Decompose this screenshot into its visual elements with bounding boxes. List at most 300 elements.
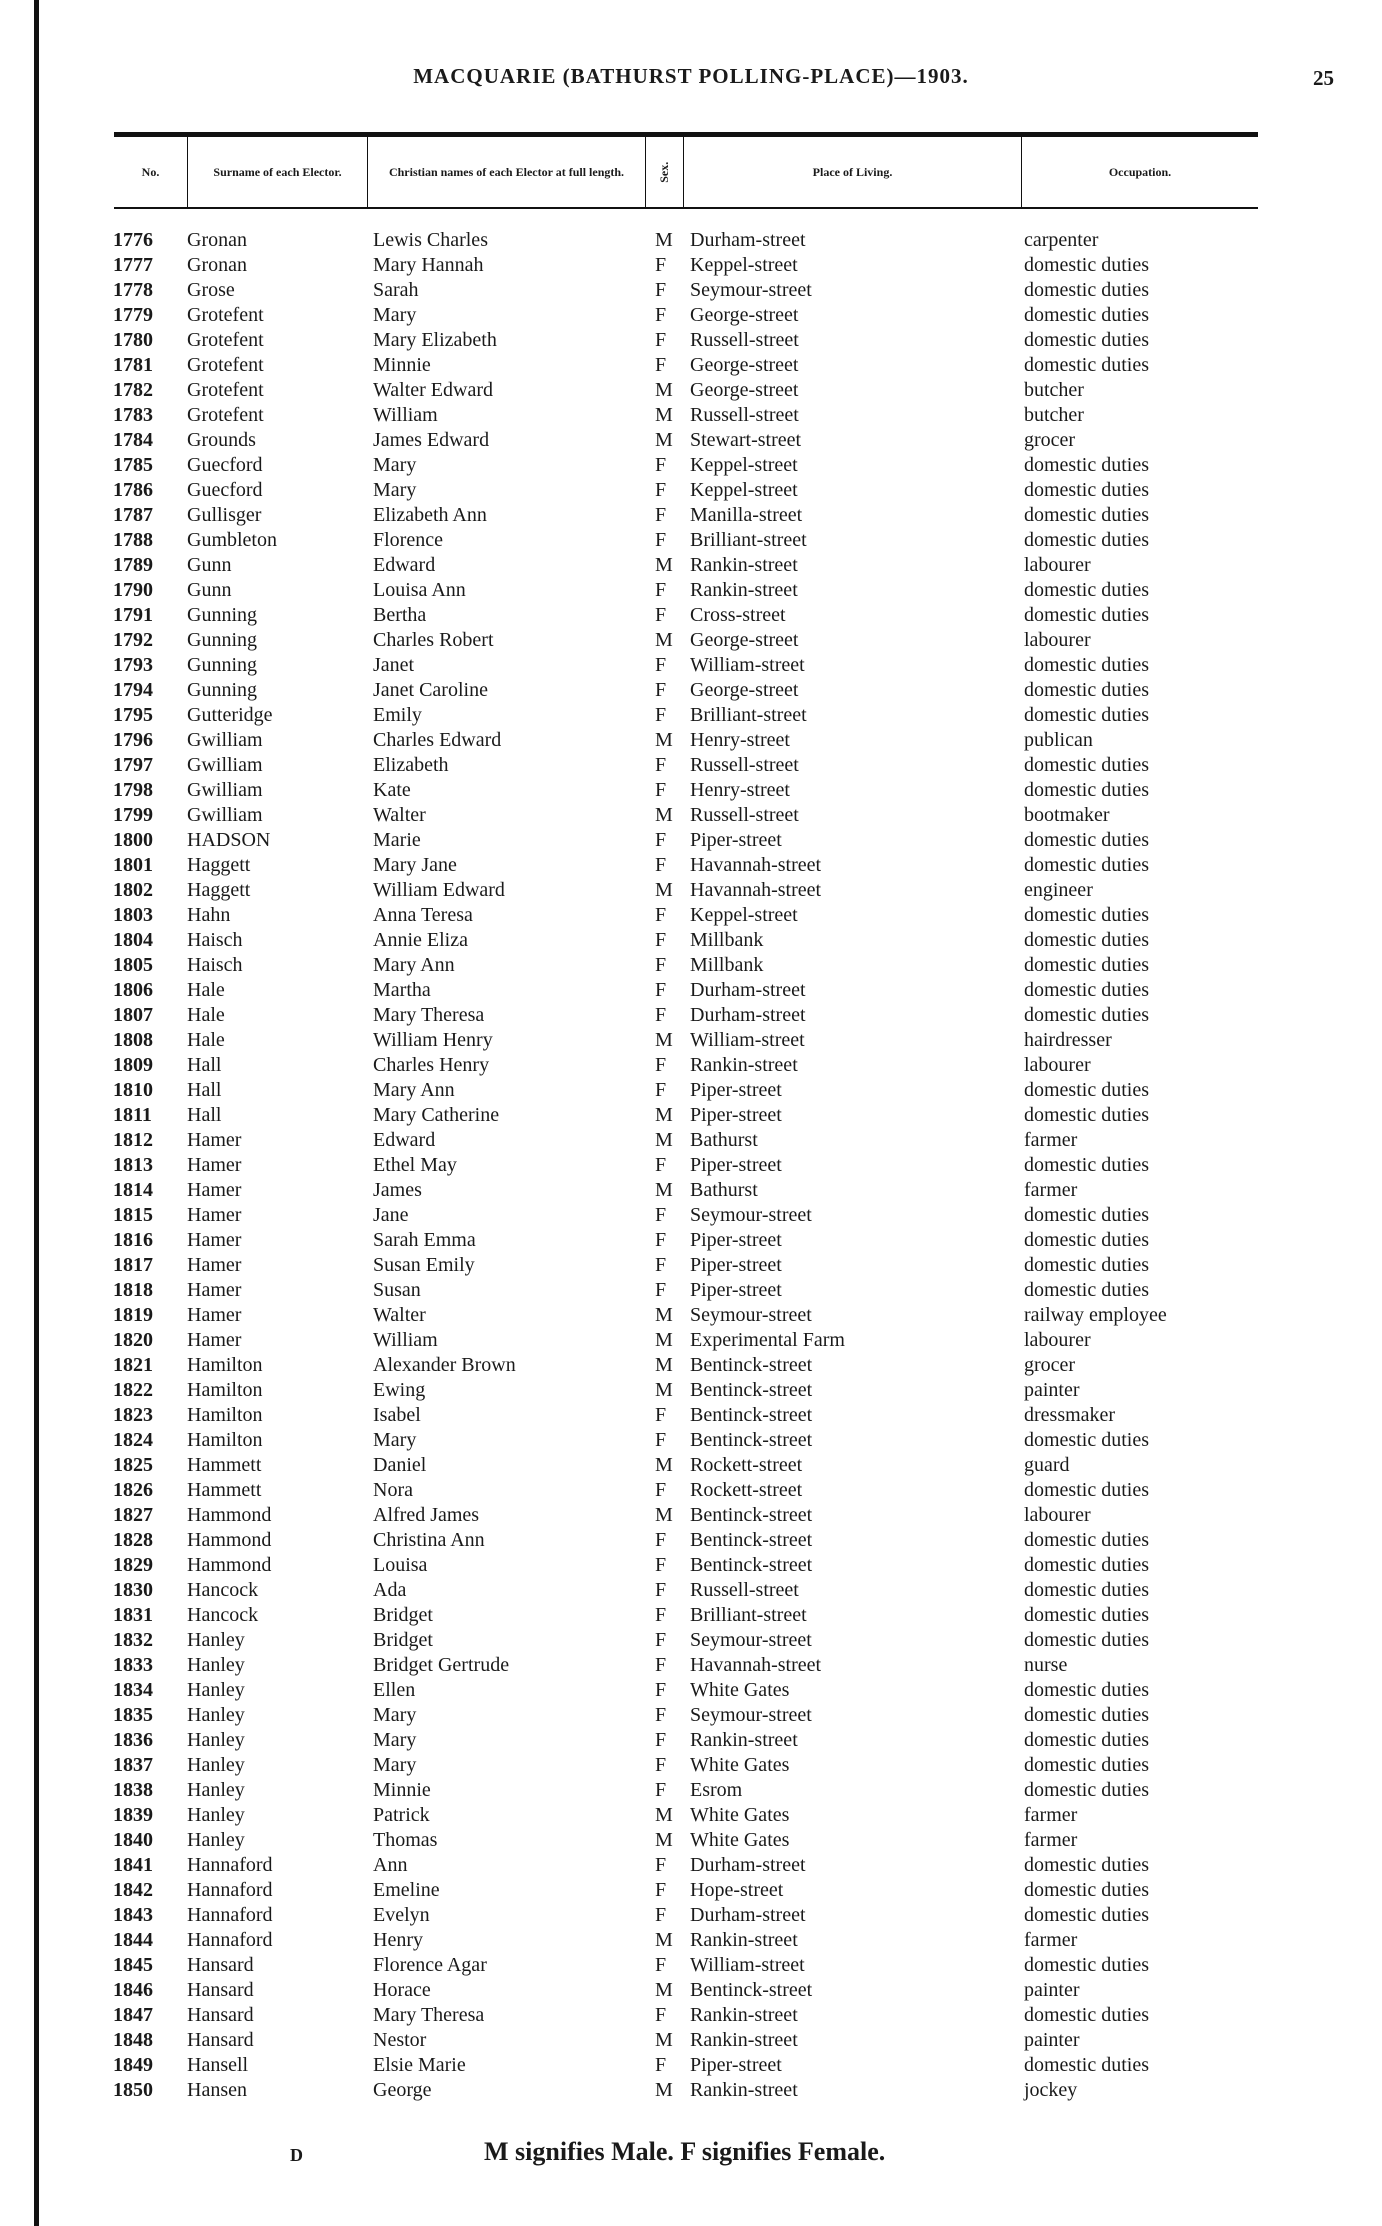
- surname: Gwilliam: [187, 804, 263, 826]
- christian-names: George: [373, 2079, 432, 2101]
- place-of-living: Rankin-street: [690, 1729, 798, 1751]
- place-of-living: Keppel-street: [690, 454, 798, 476]
- elector-number: 1815: [113, 1204, 153, 1226]
- place-of-living: Experimental Farm: [690, 1329, 845, 1351]
- surname: HADSON: [187, 829, 271, 851]
- occupation: grocer: [1024, 429, 1076, 451]
- surname: Grounds: [187, 429, 256, 451]
- surname: Gronan: [187, 254, 247, 276]
- sex: F: [655, 254, 667, 276]
- surname: Hammond: [187, 1529, 272, 1551]
- occupation: railway employee: [1024, 1304, 1167, 1326]
- occupation: farmer: [1024, 1804, 1078, 1826]
- sex: F: [655, 1154, 667, 1176]
- christian-names: Minnie: [373, 1779, 431, 1801]
- occupation: domestic duties: [1024, 1704, 1149, 1726]
- sex: F: [655, 1479, 667, 1501]
- sex: F: [655, 1579, 667, 1601]
- christian-names: Mary: [373, 1704, 417, 1726]
- surname: Hansard: [187, 2004, 254, 2026]
- elector-number: 1803: [113, 904, 153, 926]
- column-header-sex: [646, 137, 684, 207]
- occupation: domestic duties: [1024, 1754, 1149, 1776]
- sex: M: [655, 1829, 673, 1851]
- elector-number: 1843: [113, 1904, 153, 1926]
- elector-number: 1799: [113, 804, 153, 826]
- occupation: domestic duties: [1024, 679, 1149, 701]
- table-row: [0, 1853, 1382, 1878]
- surname: Hancock: [187, 1604, 259, 1626]
- table-row: [0, 1278, 1382, 1303]
- occupation: guard: [1024, 1454, 1070, 1476]
- table-row: [0, 1678, 1382, 1703]
- occupation: carpenter: [1024, 229, 1099, 251]
- sex: M: [655, 1104, 673, 1126]
- elector-number: 1777: [113, 254, 153, 276]
- occupation: domestic duties: [1024, 704, 1149, 726]
- sex: F: [655, 1254, 667, 1276]
- christian-names: Mary Ann: [373, 954, 455, 976]
- surname: Hamer: [187, 1279, 242, 1301]
- elector-number: 1782: [113, 379, 153, 401]
- christian-names: Horace: [373, 1979, 431, 2001]
- christian-names: Kate: [373, 779, 411, 801]
- occupation: labourer: [1024, 1329, 1091, 1351]
- table-row: [0, 1028, 1382, 1053]
- occupation: domestic duties: [1024, 754, 1149, 776]
- christian-names: Ethel May: [373, 1154, 457, 1176]
- occupation: painter: [1024, 2029, 1080, 2051]
- occupation: grocer: [1024, 1354, 1076, 1376]
- elector-number: 1805: [113, 954, 153, 976]
- surname: Hall: [187, 1104, 222, 1126]
- sex: F: [655, 279, 667, 301]
- place-of-living: Hope-street: [690, 1879, 784, 1901]
- christian-names: Edward: [373, 1129, 436, 1151]
- occupation: domestic duties: [1024, 1429, 1149, 1451]
- sex: F: [655, 929, 667, 951]
- elector-number: 1793: [113, 654, 153, 676]
- place-of-living: Millbank: [690, 954, 764, 976]
- christian-names: Charles Henry: [373, 1054, 490, 1076]
- christian-names: Ada: [373, 1579, 407, 1601]
- place-of-living: Havannah-street: [690, 879, 822, 901]
- place-of-living: Durham-street: [690, 1854, 806, 1876]
- sex: F: [655, 1204, 667, 1226]
- table-row: [0, 628, 1382, 653]
- sex: F: [655, 2004, 667, 2026]
- elector-number: 1822: [113, 1379, 153, 1401]
- sex: F: [655, 679, 667, 701]
- sex: M: [655, 379, 673, 401]
- elector-number: 1844: [113, 1929, 153, 1951]
- place-of-living: Durham-street: [690, 1004, 806, 1026]
- surname: Haggett: [187, 854, 251, 876]
- place-of-living: George-street: [690, 304, 799, 326]
- elector-number: 1787: [113, 504, 153, 526]
- surname: Hannaford: [187, 1929, 273, 1951]
- place-of-living: Russell-street: [690, 804, 799, 826]
- surname: Gunning: [187, 679, 257, 701]
- sex: F: [655, 504, 667, 526]
- place-of-living: Piper-street: [690, 1154, 782, 1176]
- elector-number: 1824: [113, 1429, 153, 1451]
- sex: M: [655, 2029, 673, 2051]
- elector-number: 1834: [113, 1679, 153, 1701]
- surname: Hale: [187, 1004, 225, 1026]
- sex: F: [655, 1529, 667, 1551]
- table-row: [0, 2078, 1382, 2103]
- christian-names: Walter: [373, 1304, 426, 1326]
- surname: Hanley: [187, 1629, 245, 1651]
- elector-number: 1825: [113, 1454, 153, 1476]
- place-of-living: Bentinck-street: [690, 1404, 813, 1426]
- occupation: domestic duties: [1024, 579, 1149, 601]
- elector-number: 1828: [113, 1529, 153, 1551]
- christian-names: Sarah: [373, 279, 419, 301]
- christian-names: Evelyn: [373, 1904, 430, 1926]
- place-of-living: Bentinck-street: [690, 1354, 813, 1376]
- elector-number: 1830: [113, 1579, 153, 1601]
- table-row: [0, 1753, 1382, 1778]
- christian-names: James Edward: [373, 429, 490, 451]
- sex: F: [655, 1679, 667, 1701]
- occupation: labourer: [1024, 554, 1091, 576]
- christian-names: Florence Agar: [373, 1954, 487, 1976]
- elector-number: 1840: [113, 1829, 153, 1851]
- surname: Hamer: [187, 1254, 242, 1276]
- place-of-living: Rankin-street: [690, 554, 798, 576]
- christian-names: Charles Edward: [373, 729, 502, 751]
- place-of-living: White Gates: [690, 1829, 790, 1851]
- place-of-living: Seymour-street: [690, 279, 812, 301]
- place-of-living: Russell-street: [690, 1579, 799, 1601]
- table-row: [0, 1328, 1382, 1353]
- elector-number: 1823: [113, 1404, 153, 1426]
- place-of-living: Piper-street: [690, 829, 782, 851]
- table-row: [0, 1578, 1382, 1603]
- surname: Gunn: [187, 554, 232, 576]
- elector-number: 1808: [113, 1029, 153, 1051]
- elector-number: 1821: [113, 1354, 153, 1376]
- elector-number: 1797: [113, 754, 153, 776]
- table-row: [0, 1728, 1382, 1753]
- table-row: [0, 1353, 1382, 1378]
- christian-names: Walter: [373, 804, 426, 826]
- place-of-living: Bathurst: [690, 1179, 758, 1201]
- place-of-living: Russell-street: [690, 329, 799, 351]
- sex: F: [655, 454, 667, 476]
- christian-names: Alexander Brown: [373, 1354, 516, 1376]
- table-row: [0, 1303, 1382, 1328]
- elector-number: 1781: [113, 354, 153, 376]
- sex: M: [655, 1804, 673, 1826]
- elector-number: 1780: [113, 329, 153, 351]
- surname: Gumbleton: [187, 529, 277, 551]
- occupation: domestic duties: [1024, 354, 1149, 376]
- occupation: dressmaker: [1024, 1404, 1116, 1426]
- occupation: domestic duties: [1024, 529, 1149, 551]
- table-row: [0, 1503, 1382, 1528]
- table-row: [0, 328, 1382, 353]
- sex: M: [655, 2079, 673, 2101]
- elector-number: 1816: [113, 1229, 153, 1251]
- table-row: [0, 353, 1382, 378]
- place-of-living: Seymour-street: [690, 1204, 812, 1226]
- surname: Grotefent: [187, 354, 264, 376]
- sex: M: [655, 1354, 673, 1376]
- christian-names: Emeline: [373, 1879, 440, 1901]
- elector-number: 1789: [113, 554, 153, 576]
- surname: Hannaford: [187, 1904, 273, 1926]
- place-of-living: Piper-street: [690, 1229, 782, 1251]
- surname: Hansen: [187, 2079, 247, 2101]
- christian-names: Mary Ann: [373, 1079, 455, 1101]
- occupation: painter: [1024, 1379, 1080, 1401]
- page-number: 25: [1313, 66, 1334, 90]
- occupation: domestic duties: [1024, 954, 1149, 976]
- surname: Gutteridge: [187, 704, 273, 726]
- sex: M: [655, 879, 673, 901]
- sex: F: [655, 1754, 667, 1776]
- christian-names: William Edward: [373, 879, 505, 901]
- place-of-living: Russell-street: [690, 404, 799, 426]
- column-header-number: No.: [114, 137, 188, 207]
- table-row: [0, 303, 1382, 328]
- table-row: [0, 453, 1382, 478]
- occupation: labourer: [1024, 629, 1091, 651]
- sex: F: [655, 1554, 667, 1576]
- place-of-living: Bentinck-street: [690, 1504, 813, 1526]
- christian-names: Charles Robert: [373, 629, 494, 651]
- table-header: [114, 132, 1258, 209]
- sex-legend: M signifies Male. F signifies Female.: [484, 2137, 886, 2166]
- occupation: domestic duties: [1024, 1954, 1149, 1976]
- christian-names: Elizabeth Ann: [373, 504, 487, 526]
- christian-names: Nestor: [373, 2029, 427, 2051]
- sex: F: [655, 1079, 667, 1101]
- column-header-place-of-living: Place of Living.: [684, 137, 1022, 207]
- table-row: [0, 403, 1382, 428]
- signature-letter: D: [290, 2145, 303, 2165]
- surname: Gullisger: [187, 504, 262, 526]
- place-of-living: Piper-street: [690, 1254, 782, 1276]
- place-of-living: Bentinck-street: [690, 1979, 813, 2001]
- table-row: [0, 753, 1382, 778]
- occupation: farmer: [1024, 1929, 1078, 1951]
- christian-names: Minnie: [373, 354, 431, 376]
- elector-number: 1785: [113, 454, 153, 476]
- christian-names: Mary: [373, 304, 417, 326]
- table-row: [0, 528, 1382, 553]
- table-row: [0, 1153, 1382, 1178]
- column-header-occupation: Occupation.: [1108, 164, 1172, 179]
- occupation: butcher: [1024, 404, 1084, 426]
- table-row: [0, 978, 1382, 1003]
- occupation: domestic duties: [1024, 1604, 1149, 1626]
- table-row: [0, 478, 1382, 503]
- elector-number: 1783: [113, 404, 153, 426]
- surname: Hamer: [187, 1229, 242, 1251]
- surname: Gwilliam: [187, 779, 263, 801]
- table-row: [0, 2028, 1382, 2053]
- table-row: [0, 953, 1382, 978]
- surname: Hamer: [187, 1129, 242, 1151]
- occupation: domestic duties: [1024, 1679, 1149, 1701]
- surname: Hancock: [187, 1579, 259, 1601]
- christian-names: Mary: [373, 479, 417, 501]
- surname: Hamer: [187, 1154, 242, 1176]
- place-of-living: Bentinck-street: [690, 1554, 813, 1576]
- place-of-living: Piper-street: [690, 2054, 782, 2076]
- christian-names: Jane: [373, 1204, 409, 1226]
- elector-number: 1802: [113, 879, 153, 901]
- table-row: [0, 1078, 1382, 1103]
- christian-names: Bridget: [373, 1629, 433, 1651]
- surname: Gunning: [187, 629, 257, 651]
- occupation: nurse: [1024, 1654, 1068, 1676]
- christian-names: William Henry: [373, 1029, 493, 1051]
- table-row: [0, 278, 1382, 303]
- elector-number: 1779: [113, 304, 153, 326]
- elector-number: 1833: [113, 1654, 153, 1676]
- surname: Hamer: [187, 1204, 242, 1226]
- surname: Grotefent: [187, 404, 264, 426]
- surname: Gunning: [187, 654, 257, 676]
- elector-number: 1813: [113, 1154, 153, 1176]
- place-of-living: George-street: [690, 354, 799, 376]
- occupation: domestic duties: [1024, 1079, 1149, 1101]
- christian-names: Florence: [373, 529, 443, 551]
- christian-names: Mary Catherine: [373, 1104, 500, 1126]
- place-of-living: Rockett-street: [690, 1479, 803, 1501]
- occupation: domestic duties: [1024, 654, 1149, 676]
- sex: F: [655, 304, 667, 326]
- place-of-living: Rockett-street: [690, 1454, 803, 1476]
- elector-number: 1845: [113, 1954, 153, 1976]
- christian-names: Mary: [373, 454, 417, 476]
- place-of-living: Henry-street: [690, 729, 790, 751]
- place-of-living: Rankin-street: [690, 1054, 798, 1076]
- place-of-living: Rankin-street: [690, 1929, 798, 1951]
- table-row: [0, 1778, 1382, 1803]
- christian-names: Emily: [373, 704, 422, 726]
- elector-number: 1847: [113, 2004, 153, 2026]
- place-of-living: William-street: [690, 1029, 805, 1051]
- sex: F: [655, 1904, 667, 1926]
- elector-number: 1807: [113, 1004, 153, 1026]
- place-of-living: George-street: [690, 629, 799, 651]
- elector-number: 1800: [113, 829, 153, 851]
- place-of-living: Manilla-street: [690, 504, 803, 526]
- place-of-living: Havannah-street: [690, 1654, 822, 1676]
- surname: Hall: [187, 1079, 222, 1101]
- table-row: [0, 603, 1382, 628]
- christian-names: Martha: [373, 979, 431, 1001]
- electoral-roll-table: [0, 228, 1382, 2103]
- christian-names: William: [373, 1329, 438, 1351]
- place-of-living: William-street: [690, 654, 805, 676]
- sex: F: [655, 754, 667, 776]
- table-row: [0, 1953, 1382, 1978]
- place-of-living: Rankin-street: [690, 579, 798, 601]
- elector-number: 1846: [113, 1979, 153, 2001]
- occupation: domestic duties: [1024, 329, 1149, 351]
- table-row: [0, 778, 1382, 803]
- place-of-living: Cross-street: [690, 604, 786, 626]
- place-of-living: Piper-street: [690, 1104, 782, 1126]
- elector-number: 1819: [113, 1304, 153, 1326]
- occupation: domestic duties: [1024, 454, 1149, 476]
- place-of-living: Rankin-street: [690, 2079, 798, 2101]
- place-of-living: Brilliant-street: [690, 704, 807, 726]
- surname: Hannaford: [187, 1879, 273, 1901]
- christian-names: Annie Eliza: [373, 929, 468, 951]
- sex: M: [655, 229, 673, 251]
- christian-names: Louisa: [373, 1554, 428, 1576]
- surname: Hanley: [187, 1654, 245, 1676]
- surname: Hall: [187, 1054, 222, 1076]
- christian-names: Patrick: [373, 1804, 430, 1826]
- surname: Grose: [187, 279, 235, 301]
- table-row: [0, 878, 1382, 903]
- sex: F: [655, 1229, 667, 1251]
- christian-names: Bertha: [373, 604, 427, 626]
- place-of-living: Bentinck-street: [690, 1529, 813, 1551]
- christian-names: Walter Edward: [373, 379, 493, 401]
- surname: Hanley: [187, 1704, 245, 1726]
- elector-number: 1790: [113, 579, 153, 601]
- surname: Hannaford: [187, 1854, 273, 1876]
- christian-names: Mary Theresa: [373, 2004, 485, 2026]
- place-of-living: Esrom: [690, 1779, 743, 1801]
- christian-names: Mary: [373, 1729, 417, 1751]
- table-row: [0, 1553, 1382, 1578]
- christian-names: Mary Elizabeth: [373, 329, 497, 351]
- surname: Gwilliam: [187, 729, 263, 751]
- elector-number: 1804: [113, 929, 153, 951]
- sex: F: [655, 779, 667, 801]
- christian-names: Lewis Charles: [373, 229, 488, 251]
- table-row: [0, 1228, 1382, 1253]
- occupation: domestic duties: [1024, 2054, 1149, 2076]
- surname: Hammond: [187, 1554, 272, 1576]
- surname: Hamer: [187, 1179, 242, 1201]
- elector-number: 1817: [113, 1254, 153, 1276]
- elector-number: 1839: [113, 1804, 153, 1826]
- occupation: domestic duties: [1024, 929, 1149, 951]
- surname: Grotefent: [187, 379, 264, 401]
- occupation: domestic duties: [1024, 1254, 1149, 1276]
- occupation: domestic duties: [1024, 1154, 1149, 1176]
- elector-number: 1838: [113, 1779, 153, 1801]
- surname: Hamilton: [187, 1404, 263, 1426]
- place-of-living: George-street: [690, 679, 799, 701]
- elector-number: 1836: [113, 1729, 153, 1751]
- sex: F: [655, 604, 667, 626]
- elector-number: 1784: [113, 429, 153, 451]
- christian-names: Anna Teresa: [373, 904, 473, 926]
- table-row: [0, 903, 1382, 928]
- occupation: domestic duties: [1024, 479, 1149, 501]
- sex: F: [655, 479, 667, 501]
- occupation: jockey: [1024, 2079, 1078, 2101]
- place-of-living: Seymour-street: [690, 1629, 812, 1651]
- elector-number: 1848: [113, 2029, 153, 2051]
- table-row: [0, 2003, 1382, 2028]
- christian-names: Mary: [373, 1754, 417, 1776]
- surname: Gunn: [187, 579, 232, 601]
